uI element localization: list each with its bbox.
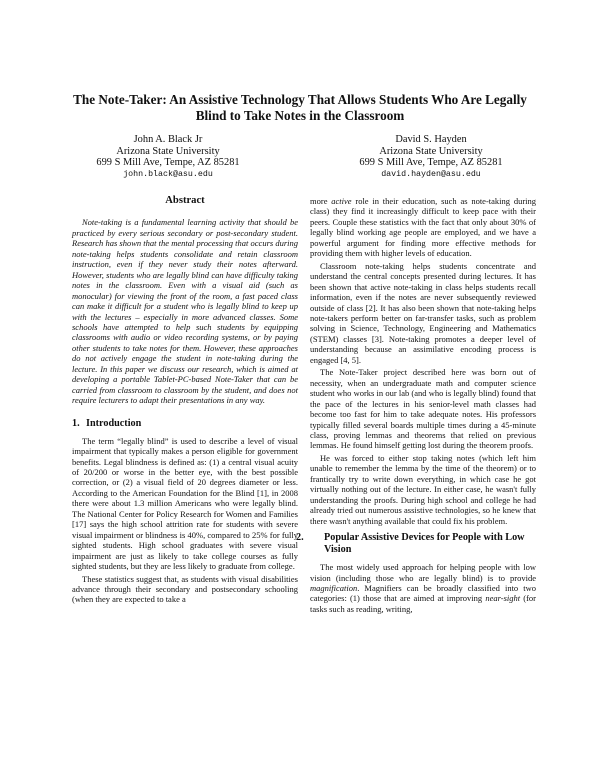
paragraph: Classroom note-taking helps students concentrate and understand the central concepts presented during lectures. It has been shown that active note-taking in class helps students recall information, even if the notes are never subsequently reviewed outside of class [2]. It has also been shown that note-taking helps note-takers perform better on far-transfer tasks, such as problem solving in Science, Technology, Engineering and Mathematics (STEM) classes [3]. Note-taking promotes a deeper level of understanding because an assimilative encoding process is engaged [4, 5].: [310, 260, 536, 365]
author-email: david.hayden@asu.edu: [381, 169, 481, 179]
paragraph: The most widely used approach for helping people with low vision (including those who are legally blind) is to provide magnification. Magnifiers can be broadly classified into two categories: (1) those that are aimed at improving near-sight (for tasks such as reading, writing,: [310, 562, 537, 614]
author-address: 699 S Mill Ave, Tempe, AZ 85281: [359, 157, 503, 168]
section-title: Introduction: [86, 417, 142, 429]
author-name: David S. Hayden: [395, 134, 467, 145]
section-number: 2.: [296, 532, 304, 544]
abstract-heading: Abstract: [165, 195, 205, 206]
author-block-1: [68, 134, 268, 180]
author-address: 699 S Mill Ave, Tempe, AZ 85281: [96, 157, 240, 168]
paragraph-continuation: more active role in their education, such as note-taking during class) they find it increasingly difficult to keep pace with their peers. Couple these statistics with the fact that only about 30% of legally blind working age people are employed, and we have a powerful argument for finding more effective methods for providing them with higher levels of education.: [310, 196, 537, 259]
section-heading-assistive-devices: [296, 532, 536, 556]
paragraph: These statistics suggest that, as students with visual disabilities advance through their secondary and postsecondary schooling (when they are expected to take a: [72, 573, 298, 605]
author-affiliation: Arizona State University: [116, 145, 220, 157]
paragraph: The term “legally blind” is used to describe a level of visual impairment that typically makes a person eligible for government benefits. Legal blindness is defined as: (1) a central visual acuity of 20/200 or worse in the better eye, with the best possible correction, or (2) a visual field of 20 degrees diameter or less. According to the American Foundation for the Blind [1], in 2008 there were about 1.3 million Americans who were legally blind. The National Center for Policy Research for Women and Families [17] says the high school attrition rate for students with severe visual impairment or blindness is 40%, compared to 25% for fully sighted students. High school graduates with severe visual impairment are just as likely to take college courses as fully sighted students, but they are less likely to graduate from college.: [72, 435, 298, 572]
right-column: [296, 196, 537, 616]
left-column: [72, 196, 298, 607]
author-email: john.black@asu.edu: [123, 169, 213, 179]
paper-title: The Note-Taker: An Assistive Technology That Allows Students Who Are Legally Blind to Take Notes in the Classroom: [73, 92, 527, 123]
author-name: John A. Black Jr: [133, 134, 203, 145]
author-block-2: [331, 134, 531, 180]
abstract-text: Note-taking is a fundamental learning activity that should be practiced by every serious secondary or post-secondary student. Research has shown that the mental processing that occurs during note-taking helps students consolidate and retain classroom instruction, even if they never study their notes afterward. However, students who are legally blind can have difficulty taking notes in the classroom. Even with a visual aid (such as monocular) for viewing the front of the room, a fast paced class can make it difficult for a student who is legally blind to keep up with the lectures – especially in more advanced classes. Some schools have attempted to help such students by equipping classrooms with audio or video recording systems, or by paying other students to take notes for them. However, these approaches do not actively engage the student in note-taking during the lecture. In this paper we discuss our research, which is aimed at developing a portable Tablet-PC-based Note-Taker that can be carried from classroom to classroom by the student, and does not require lecturers to adapt their presentations in any way.: [72, 217, 298, 406]
paragraph: The Note-Taker project described here was born out of necessity, when an undergraduate math and computer science student who works in our lab (and who is legally blind) found that the pace of the lectures in his senior-level math classes had become too fast for him to take adequate notes. His professors typically filled several boards multiple times during a 45-minute class, proving lemmas and theorems that relied on previous lemmas. He found himself getting lost during the theorem proofs.: [310, 367, 536, 451]
paragraph: He was forced to either stop taking notes (which left him unable to remember the lemma by the time of the theorem) or to frantically try to write down everything, in which case he got virtually nothing out of the lecture. In either case, he wasn't fully understanding the proofs. During high school and college he had already tried out numerous assistive technologies, so he knew that there wasn't anything available that could fix his problem.: [310, 452, 536, 526]
section-heading-introduction: [72, 418, 298, 430]
section-title: Popular Assistive Devices for People with Low Vision: [324, 532, 525, 556]
author-affiliation: Arizona State University: [379, 145, 483, 157]
section-number: 1.: [72, 417, 80, 429]
